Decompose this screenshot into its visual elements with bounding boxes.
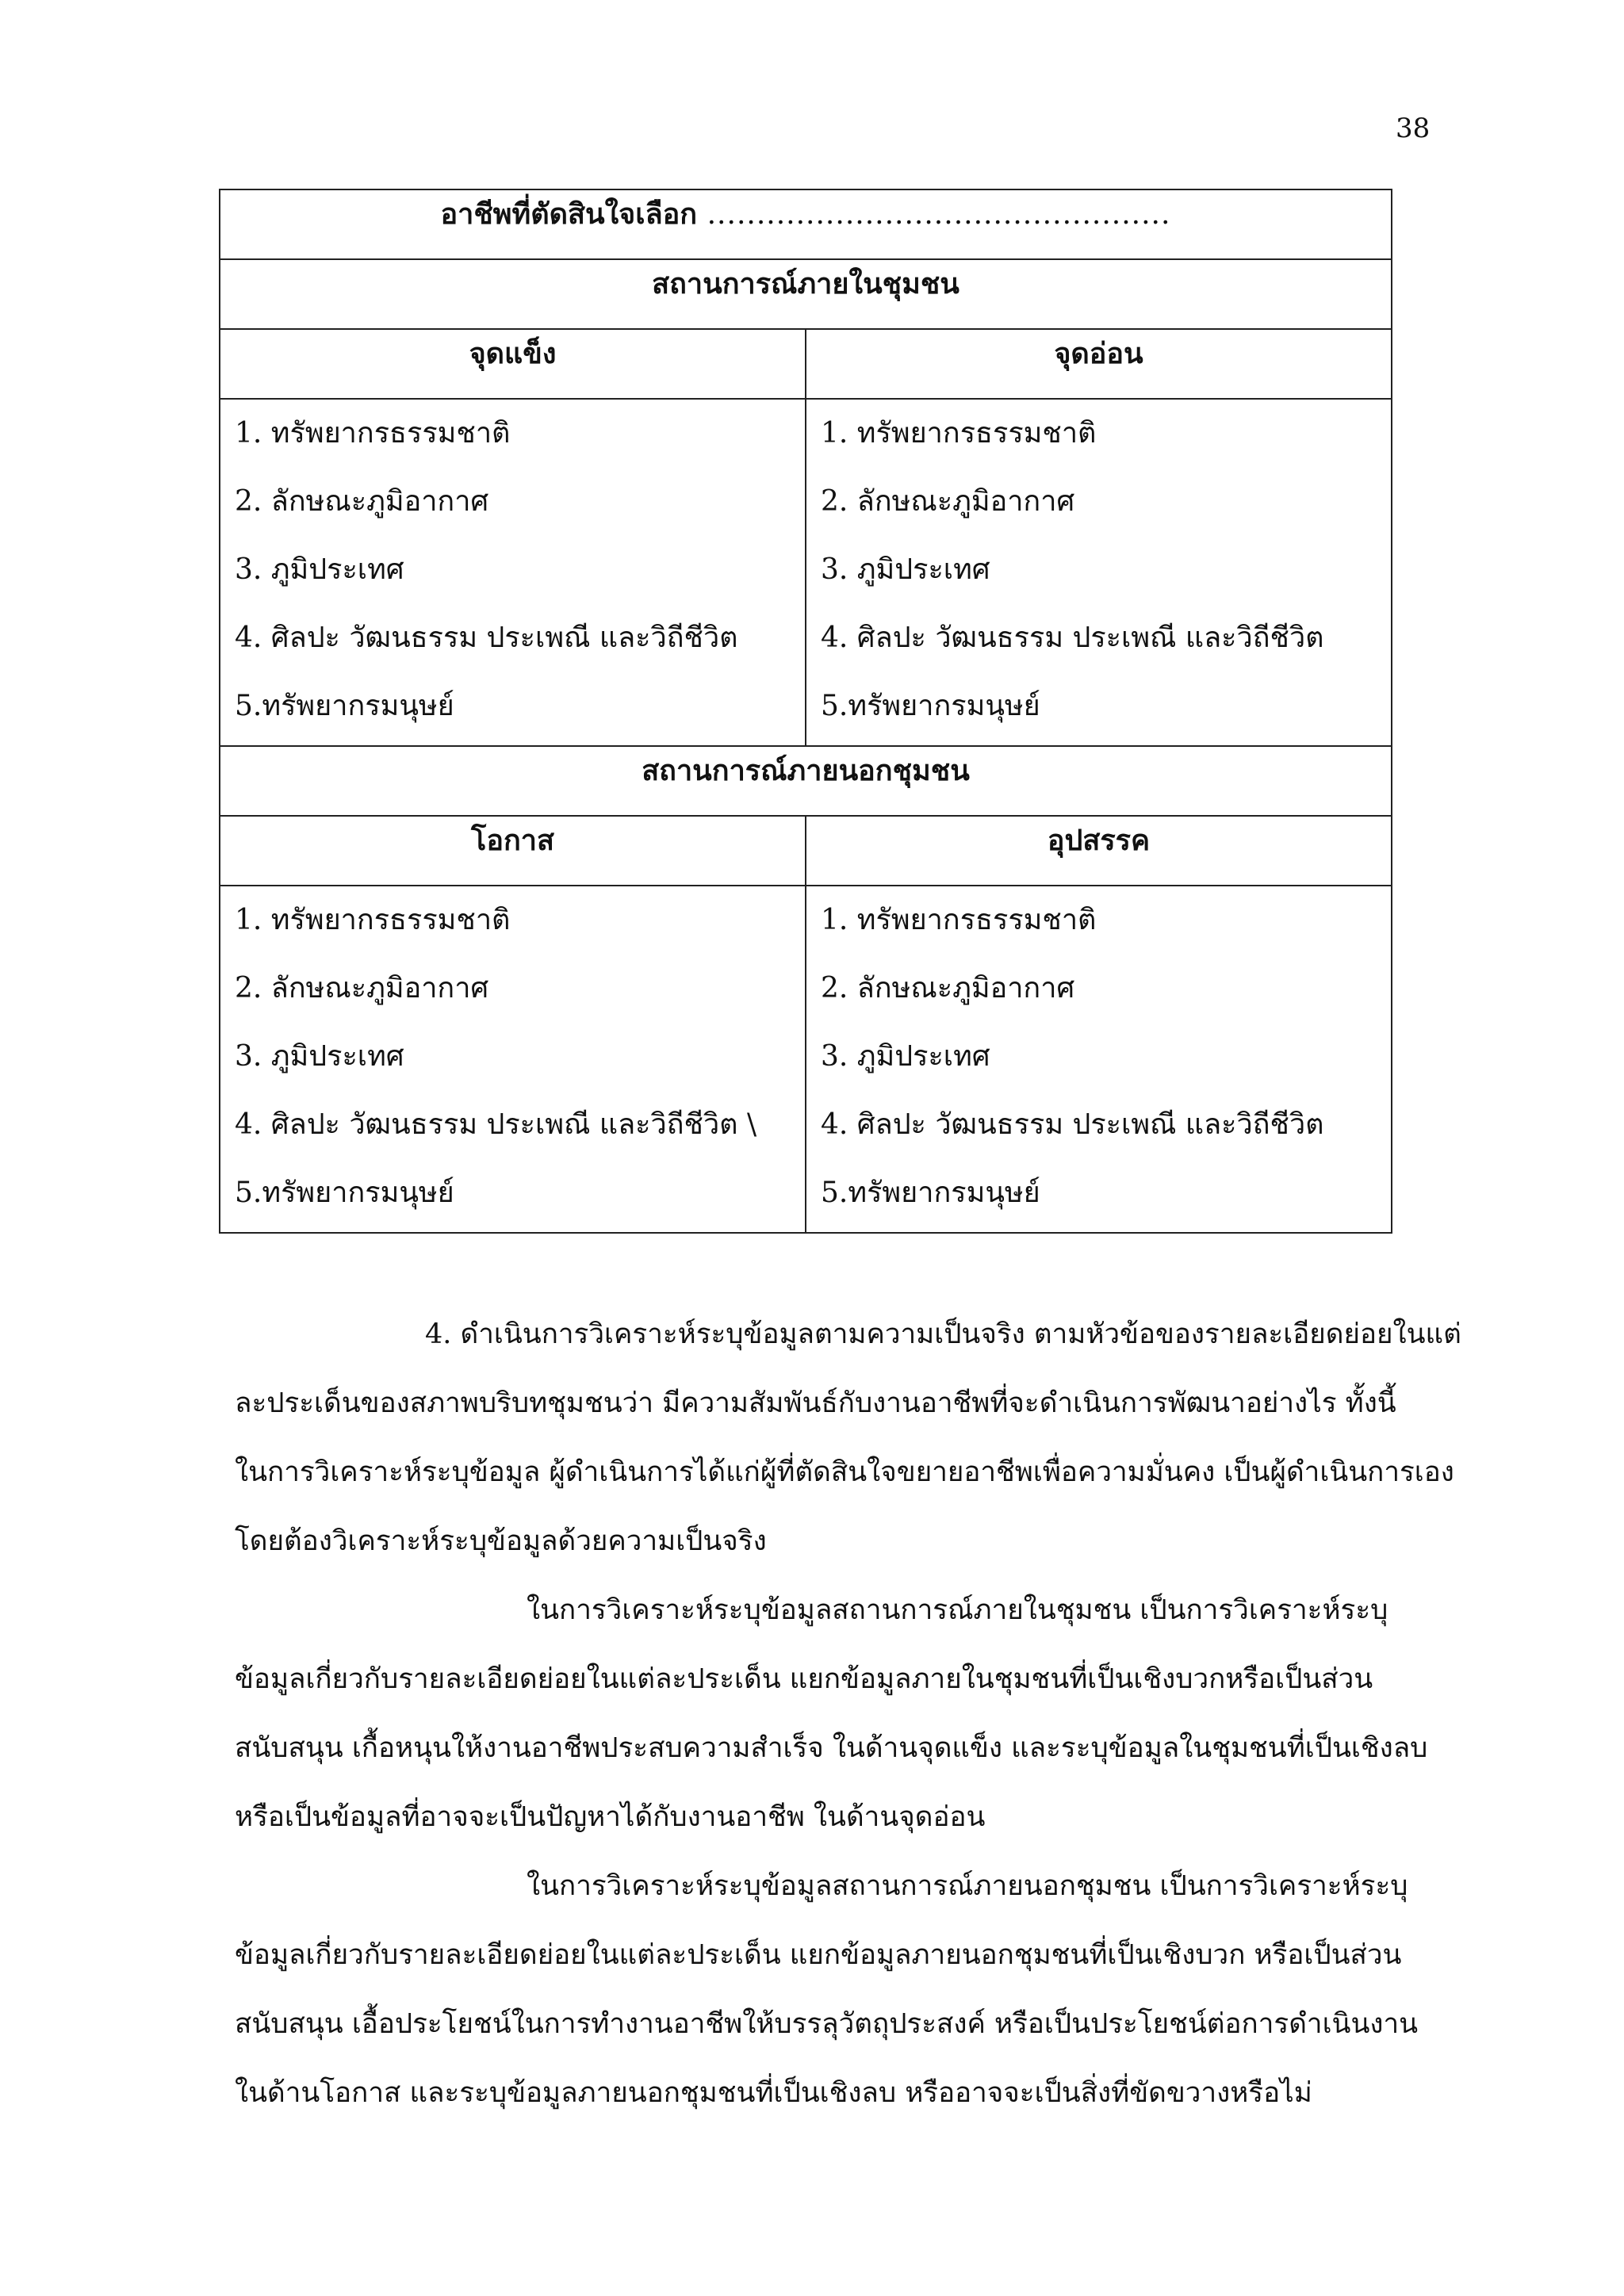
- list-item: 1. ทรัพยากรธรรมชาติ: [235, 904, 511, 936]
- opportunity-header: โอกาส: [220, 816, 806, 886]
- paragraph-line: ข้อมูลเกี่ยวกับรายละเอียดย่อยในแต่ละประเด็น แยกข้อมูลภายนอกชุมชนที่เป็นเชิงบวก หรือเป็นส่วน: [235, 1939, 1402, 1971]
- paragraph-line: โดยต้องวิเคราะห์ระบุข้อมูลด้วยความเป็นจริง: [235, 1525, 767, 1557]
- list-item: 5.ทรัพยากรมนุษย์: [235, 690, 454, 722]
- list-item: 4. ศิลปะ วัฒนธรรม ประเพณี และวิถีชีวิต \: [235, 1108, 757, 1141]
- list-item: 3. ภูมิประเทศ: [235, 1040, 404, 1073]
- internal-section-header: สถานการณ์ภายในชุมชน: [220, 259, 1392, 329]
- list-item: 4. ศิลปะ วัฒนธรรม ประเพณี และวิถีชีวิต: [235, 622, 738, 654]
- external-section-row: [220, 746, 1392, 816]
- paragraph-line: สนับสนุน เกื้อหนุนให้งานอาชีพประสบความสำเร็จ ในด้านจุดแข็ง และระบุข้อมูลในชุมชนที่เป็นเชิงลบ: [235, 1732, 1428, 1764]
- list-item: 2. ลักษณะภูมิอากาศ: [821, 972, 1075, 1004]
- swot-analysis-table: [219, 189, 1392, 1234]
- paragraph-2: [235, 1576, 1428, 1852]
- weakness-header: จุดอ่อน: [806, 329, 1392, 399]
- list-item: 3. ภูมิประเทศ: [235, 553, 404, 586]
- internal-section-row: [220, 259, 1392, 329]
- body-text: [235, 1300, 1461, 2128]
- list-item: 5.ทรัพยากรมนุษย์: [821, 690, 1040, 722]
- list-item: 2. ลักษณะภูมิอากาศ: [821, 485, 1075, 518]
- paragraph-line: ในการวิเคราะห์ระบุข้อมูล ผู้ดำเนินการได้แก่ผู้ที่ตัดสินใจขยายอาชีพเพื่อความมั่นคง เป็นผู้ดำเนินการเอง: [235, 1456, 1454, 1488]
- internal-list-row: [220, 399, 1392, 746]
- threat-header: อุปสรรค: [806, 816, 1392, 886]
- paragraph-line: ข้อมูลเกี่ยวกับรายละเอียดย่อยในแต่ละประเด็น แยกข้อมูลภายในชุมชนที่เป็นเชิงบวกหรือเป็นส่วน: [235, 1663, 1373, 1695]
- list-item: 3. ภูมิประเทศ: [821, 553, 990, 586]
- paragraph-line: ในการวิเคราะห์ระบุข้อมูลสถานการณ์ภายนอกชุมชน เป็นการวิเคราะห์ระบุ: [527, 1870, 1408, 1902]
- list-item: 1. ทรัพยากรธรรมชาติ: [821, 904, 1097, 936]
- paragraph-line: หรือเป็นข้อมูลที่อาจจะเป็นปัญหาได้กับงานอาชีพ ในด้านจุดอ่อน: [235, 1801, 986, 1833]
- list-item: 1. ทรัพยากรธรรมชาติ: [821, 417, 1097, 450]
- table-title: อาชีพที่ตัดสินใจเลือก: [440, 197, 698, 231]
- list-item: 5.ทรัพยากรมนุษย์: [821, 1177, 1040, 1209]
- list-item: 4. ศิลปะ วัฒนธรรม ประเพณี และวิถีชีวิต: [821, 622, 1324, 654]
- list-item: 5.ทรัพยากรมนุษย์: [235, 1177, 454, 1209]
- paragraph-line: 4. ดำเนินการวิเคราะห์ระบุข้อมูลตามความเป็นจริง ตามหัวข้อของรายละเอียดย่อยในแต่: [425, 1318, 1461, 1350]
- paragraph-line: ละประเด็นของสภาพบริบทชุมชนว่า มีความสัมพันธ์กับงานอาชีพที่จะดำเนินการพัฒนาอย่างไร ทั้งนี้: [235, 1387, 1396, 1419]
- external-section-header: สถานการณ์ภายนอกชุมชน: [220, 746, 1392, 816]
- paragraph-line: ในการวิเคราะห์ระบุข้อมูลสถานการณ์ภายในชุมชน เป็นการวิเคราะห์ระบุ: [527, 1594, 1388, 1626]
- page-number: 38: [1396, 113, 1431, 144]
- table-title-dots: ...............................................: [707, 198, 1171, 231]
- strength-list: [220, 399, 806, 746]
- list-item: 2. ลักษณะภูมิอากาศ: [235, 485, 489, 518]
- opportunity-list: [220, 886, 806, 1233]
- strength-header: จุดแข็ง: [220, 329, 806, 399]
- list-item: 3. ภูมิประเทศ: [821, 1040, 990, 1073]
- list-item: 4. ศิลปะ วัฒนธรรม ประเพณี และวิถีชีวิต: [821, 1108, 1324, 1141]
- weakness-list: [806, 399, 1392, 746]
- table-title-cell: [220, 189, 1392, 259]
- internal-column-header-row: [220, 329, 1392, 399]
- threat-list: [806, 886, 1392, 1233]
- list-item: 1. ทรัพยากรธรรมชาติ: [235, 417, 511, 450]
- paragraph-line: สนับสนุน เอื้อประโยชน์ในการทำงานอาชีพให้บรรลุวัตถุประสงค์ หรือเป็นประโยชน์ต่อการดำเนินงาน: [235, 2008, 1419, 2040]
- paragraph-line: ในด้านโอกาส และระบุข้อมูลภายนอกชุมชนที่เป็นเชิงลบ หรืออาจจะเป็นสิ่งที่ขัดขวางหรือไม่: [235, 2077, 1312, 2109]
- external-column-header-row: [220, 816, 1392, 886]
- external-list-row: [220, 886, 1392, 1233]
- paragraph-1: [235, 1300, 1461, 1576]
- paragraph-3: [235, 1852, 1419, 2128]
- list-item: 2. ลักษณะภูมิอากาศ: [235, 972, 489, 1004]
- table-title-row: [220, 189, 1392, 259]
